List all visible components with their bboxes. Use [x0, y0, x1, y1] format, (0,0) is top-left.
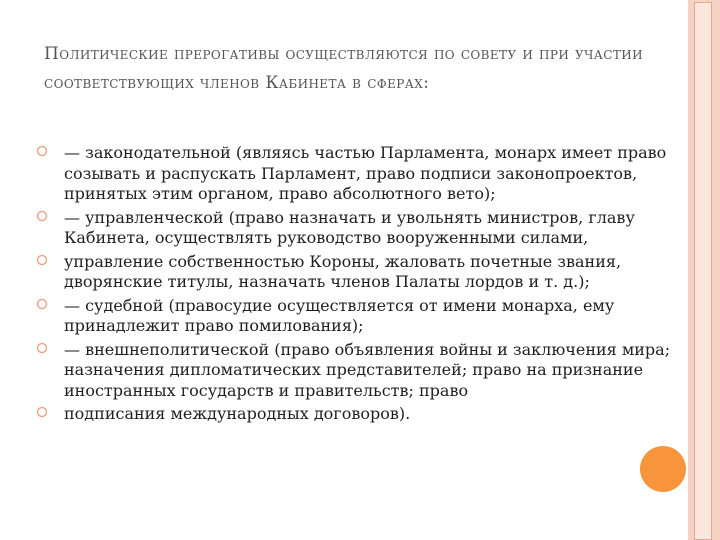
bullet-item	[34, 296, 684, 337]
bullet-text: управление собственностью Короны, жаловать почетные звания, дворянские титулы, назначать членов Палаты лордов и т. д.);	[64, 251, 622, 291]
bullet-item	[34, 340, 684, 402]
slide-title: Политические прерогативы осуществляются по совету и при участии соответствующих членов Кабинета в сферах:	[44, 44, 643, 93]
bullet-icon	[36, 210, 48, 222]
bullet-text: — законодательной (являясь частью Парламента, монарх имеет право созывать и распускать Парламент, право подписи законопроектов, принятых этим органом, право абсолютного вето);	[64, 143, 667, 203]
bullet-icon	[36, 298, 48, 310]
bullet-icon	[36, 254, 48, 266]
bullet-item	[34, 143, 684, 205]
orange-circle-decoration	[640, 446, 686, 492]
bullet-icon	[36, 145, 48, 157]
bullet-text: — внешнеполитической (право объявления войны и заключения мира; назначения дипломатических представителей; право на признание иностранных государств и правительств; право	[64, 339, 671, 400]
bullet-text: — судебной (правосудие осуществляется от имени монарха, ему принадлежит право помилования);	[64, 295, 615, 335]
bullet-text: подписания международных договоров).	[64, 404, 411, 423]
bullet-item	[34, 404, 684, 425]
bullet-icon	[36, 342, 48, 354]
bullet-list	[34, 143, 684, 428]
right-decorative-frame	[694, 2, 712, 540]
bullet-item	[34, 208, 684, 249]
bullet-text: — управленческой (право назначать и увольнять министров, главу Кабинета, осуществлять руководство вооруженными силами,	[64, 207, 635, 247]
bullet-item	[34, 252, 684, 293]
bullet-icon	[36, 406, 48, 418]
